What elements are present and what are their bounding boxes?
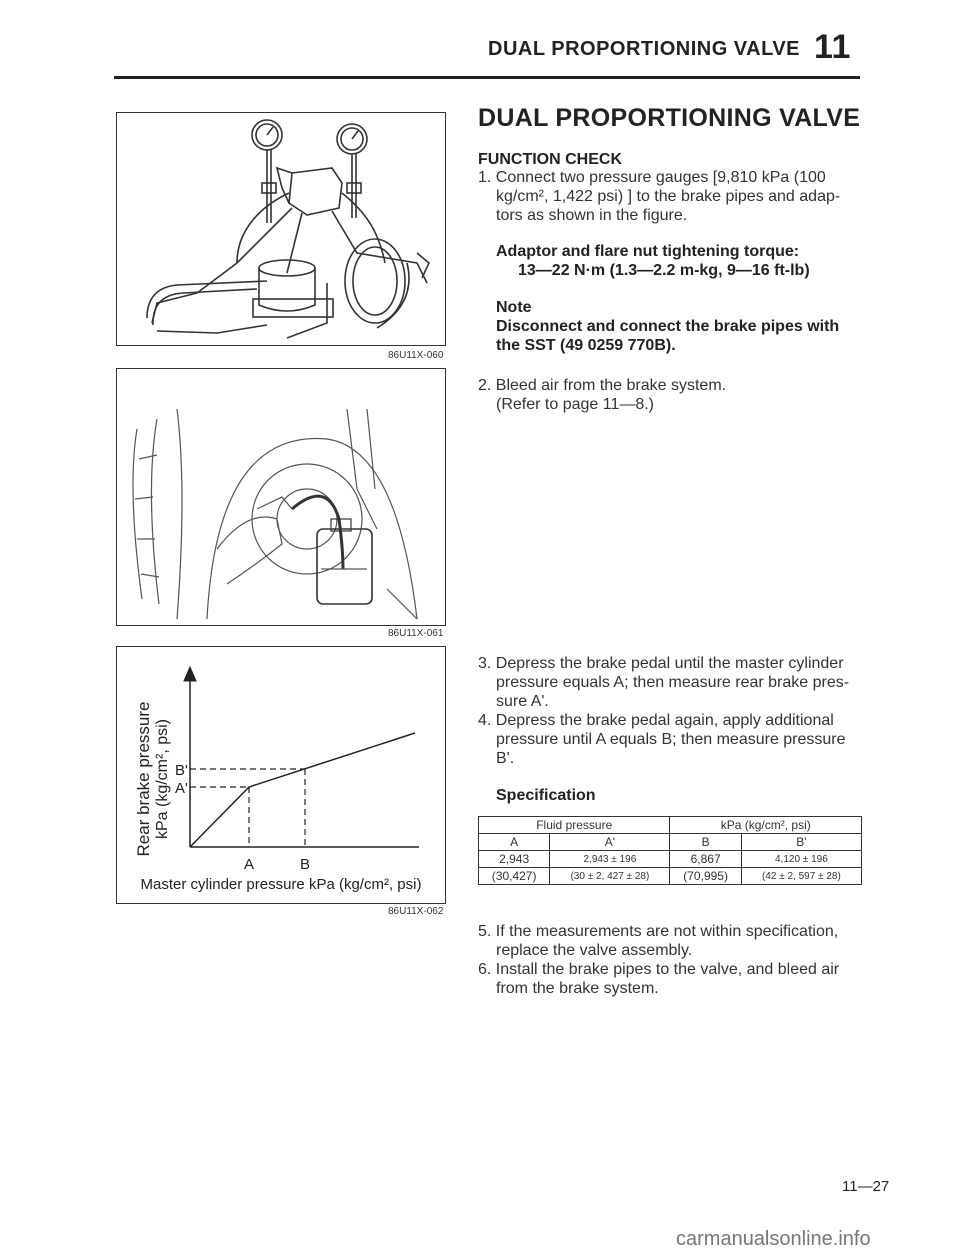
torque-value: 13—22 N·m (1.3—2.2 m-kg, 9—16 ft-lb) xyxy=(518,262,810,279)
graph-xlabel: Master cylinder pressure kPa (kg/cm², psi) xyxy=(140,876,422,893)
spec-a-alt: (30,427) xyxy=(479,868,550,885)
figure-1-caption: 86U11X-060 xyxy=(388,350,444,361)
spec-value-row-2 xyxy=(479,868,862,885)
figure-pressure-graph xyxy=(116,646,446,904)
spec-header-a: A xyxy=(479,834,550,851)
step-4-line-2: pressure until A equals B; then measure pressure xyxy=(496,731,846,748)
bleeding-illustration xyxy=(117,369,445,625)
spec-group-right: kPa (kg/cm², psi) xyxy=(670,817,862,834)
step-6-line-2: from the brake system. xyxy=(496,980,659,997)
spec-b-kpa: 6,867 xyxy=(670,851,741,868)
step-2-line-1: 2. Bleed air from the brake system. xyxy=(478,377,727,394)
step-6-line-1: 6. Install the brake pipes to the valve, and bleed air xyxy=(478,961,840,978)
graph-label-b-prime: B' xyxy=(175,762,188,779)
specification-table xyxy=(478,816,862,885)
step-5-line-1: 5. If the measurements are not within specification, xyxy=(478,923,839,940)
figure-2-caption: 86U11X-061 xyxy=(388,628,444,639)
step-4-line-3: B'. xyxy=(496,750,515,767)
figure-3-caption: 86U11X-062 xyxy=(388,906,444,917)
running-header xyxy=(488,28,851,66)
step-2-line-2: (Refer to page 11—8.) xyxy=(496,396,655,413)
function-check-heading: FUNCTION CHECK xyxy=(478,151,622,168)
graph-label-a-prime: A' xyxy=(175,780,188,797)
note-line-2: the SST (49 0259 770B). xyxy=(496,337,676,354)
spec-header-row xyxy=(479,834,862,851)
graph-label-b: B xyxy=(300,856,311,873)
spec-b-prime-alt: (42 ± 2, 597 ± 28) xyxy=(741,868,861,885)
graph-curve xyxy=(190,733,415,847)
spec-header-b-prime: B' xyxy=(741,834,861,851)
note-label: Note xyxy=(496,299,532,316)
step-3-line-3: sure A'. xyxy=(496,693,549,710)
page-number: 11—27 xyxy=(842,1178,890,1195)
step-1-line-1: 1. Connect two pressure gauges [9,810 kPa (100 xyxy=(478,169,826,186)
specification-heading: Specification xyxy=(496,787,596,804)
spec-header-a-prime: A' xyxy=(550,834,670,851)
header-title: DUAL PROPORTIONING VALVE xyxy=(488,38,801,60)
torque-label: Adaptor and flare nut tightening torque: xyxy=(496,243,800,260)
step-1-line-2: kg/cm², 1,422 psi) ] to the brake pipes and adap- xyxy=(496,188,841,205)
step-4-line-1: 4. Depress the brake pedal again, apply additional xyxy=(478,712,834,729)
note-line-1: Disconnect and connect the brake pipes with xyxy=(496,318,840,335)
watermark: carmanualsonline.info xyxy=(676,1228,871,1250)
figure-pressure-gauges xyxy=(116,112,446,346)
spec-b-alt: (70,995) xyxy=(670,868,741,885)
step-5-line-2: replace the valve assembly. xyxy=(496,942,693,959)
spec-b-prime-kpa: 4,120 ± 196 xyxy=(741,851,861,868)
spec-a-prime-kpa: 2,943 ± 196 xyxy=(550,851,670,868)
graph-ylabel-2: kPa (kg/cm², psi) xyxy=(154,718,171,840)
header-rule xyxy=(114,76,860,79)
chapter-number: 11 xyxy=(814,28,851,66)
step-3-line-2: pressure equals A; then measure rear brake pres- xyxy=(496,674,850,691)
graph-label-a: A xyxy=(244,856,255,873)
figure-bleeding xyxy=(116,368,446,626)
spec-a-kpa: 2,943 xyxy=(479,851,550,868)
step-1-line-3: tors as shown in the figure. xyxy=(496,207,688,224)
section-title: DUAL PROPORTIONING VALVE xyxy=(478,104,861,132)
spec-header-b: B xyxy=(670,834,741,851)
spec-value-row-1 xyxy=(479,851,862,868)
spec-group-row xyxy=(479,817,862,834)
spec-group-left: Fluid pressure xyxy=(479,817,670,834)
pressure-graph xyxy=(117,647,445,903)
graph-y-arrow xyxy=(184,667,196,681)
step-3-line-1: 3. Depress the brake pedal until the master cylinder xyxy=(478,655,844,672)
graph-ylabel-1: Rear brake pressure xyxy=(134,701,153,857)
gauge-setup-illustration xyxy=(117,113,445,345)
spec-a-prime-alt: (30 ± 2, 427 ± 28) xyxy=(550,868,670,885)
